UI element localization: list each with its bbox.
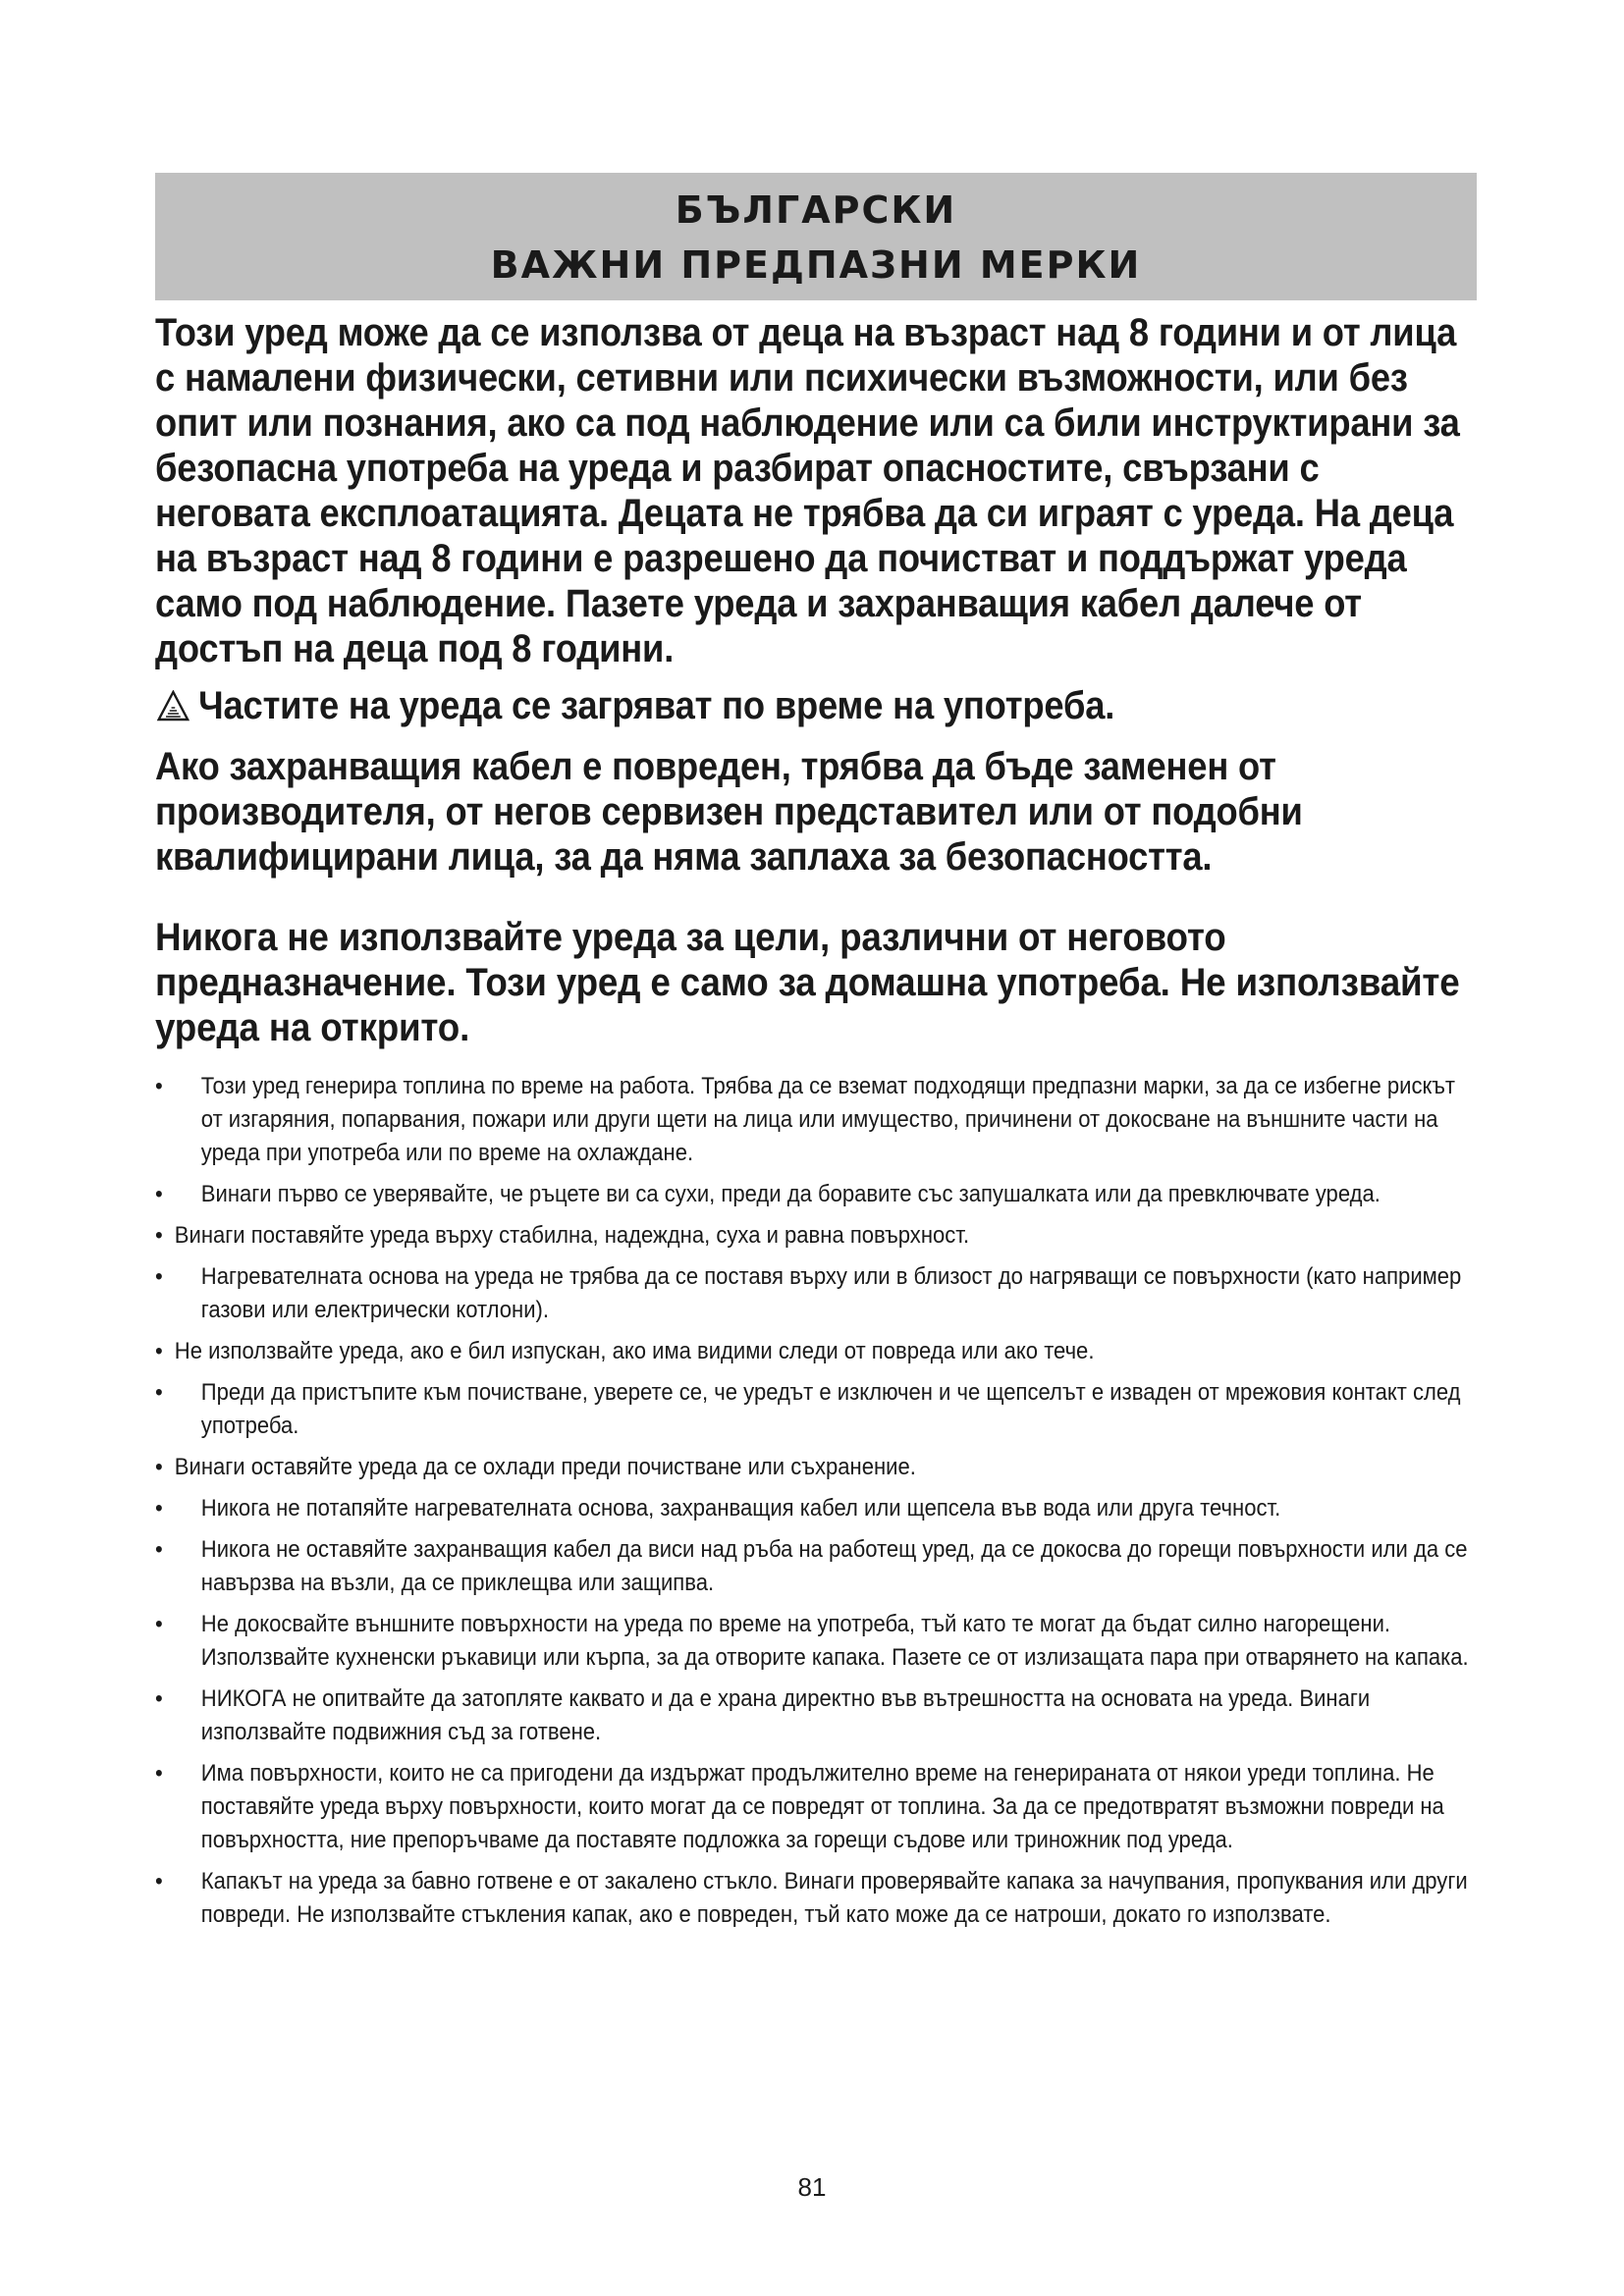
list-item: • Винаги оставяйте уреда да се охлади преди почистване или съхранение. (155, 1451, 1477, 1484)
bullet-marker: • (155, 1536, 163, 1563)
bullet-marker: • (155, 1454, 163, 1480)
heating-warning: Частите на уреда се загряват по време на употреба. (198, 684, 1115, 727)
bullet-marker: • (155, 1181, 163, 1207)
bullet-marker: • (155, 1685, 163, 1712)
list-item: • Винаги поставяйте уреда върху стабилна, надеждна, суха и равна повърхност. (155, 1219, 1477, 1253)
document-body (155, 310, 1477, 1940)
safety-list (155, 1070, 1477, 1932)
section-title: ВАЖНИ ПРЕДПАЗНИ МЕРКИ (490, 243, 1142, 287)
bullet-marker: • (155, 1611, 163, 1637)
list-item: • Никога не потапяйте нагревателната основа, захранващия кабел или щепсела във вода или друга течност. (155, 1492, 1477, 1525)
list-item: • Капакът на уреда за бавно готвене е от закалено стъкло. Винаги проверявайте капака за начупвания, пропуквания или други повреди. Не използвайте стъкления капак, ако е повреден, тъй като може да се натроши, докато го използвате. (155, 1865, 1477, 1932)
bullet-marker: • (155, 1338, 163, 1364)
language-heading: БЪЛГАРСКИ (675, 188, 957, 232)
bullet-marker: • (155, 1073, 163, 1099)
bullet-marker: • (155, 1495, 163, 1522)
section-header (155, 173, 1477, 300)
bullet-marker: • (155, 1263, 163, 1290)
list-item: • Не използвайте уреда, ако е бил изпускан, ако има видими следи от повреда или ако тече. (155, 1335, 1477, 1368)
usage-warning: Никога не използвайте уреда за цели, различни от неговото предназначение. Този уред е само за домашна употреба. Не използвайте уреда на открито. (155, 916, 1460, 1049)
bullet-marker: • (155, 1868, 163, 1895)
page-number: 81 (797, 2172, 827, 2202)
list-item: • Преди да пристъпите към почистване, уверете се, че уредът е изключен и че щепселът е изваден от мрежовия контакт след употреба. (155, 1376, 1477, 1443)
bullet-marker: • (155, 1222, 163, 1249)
list-item: • НИКОГА не опитвайте да затопляте каквато и да е храна директно във вътрешността на основата на уреда. Винаги използвайте подвижния съд за готвене. (155, 1682, 1477, 1749)
bullet-marker: • (155, 1379, 163, 1406)
list-item: • Този уред генерира топлина по време на работа. Трябва да се вземат подходящи предпазни марки, за да се избегне рискът от изгаряния, попарвания, пожари или други щети на лица или имущество, причинени от докосване на външните части на уреда при употреба или по време на охлаждане. (155, 1070, 1477, 1170)
bullet-marker: • (155, 1760, 163, 1787)
list-item: • Никога не оставяйте захранващия кабел да виси над ръба на работещ уред, да се докосва до горещи повърхности или да се навързва на възли, да се приклещва или защипва. (155, 1533, 1477, 1600)
list-item: • Нагревателната основа на уреда не трябва да се поставя върху или в близост до нагряващи се повърхности (като например газови или електрически котлони). (155, 1260, 1477, 1327)
heating-warning-line (155, 683, 1477, 728)
warning-triangle-icon (157, 690, 189, 721)
list-item: • Има повърхности, които не са пригодени да издържат продължително време на генерираната от някои уреди топлина. Не поставяйте уреда върху повърхности, които могат да се повредят от топлина. За да се предотвратят възможни повреди на повърхността, ние препоръчваме да поставяте подложка за горещи съдове или триножник под уреда. (155, 1757, 1477, 1857)
list-item: • Не докосвайте външните повърхности на уреда по време на употреба, тъй като те могат да бъдат силно нагорещени. Използвайте кухненски ръкавици или кърпа, за да отворите капака. Пазете се от излизащата пара при отварянето на капака. (155, 1608, 1477, 1675)
cable-warning: Ако захранващия кабел е повреден, трябва да бъде заменен от производителя, от негов сервизен представител или от подобни квалифицирани лица, за да няма заплаха за безопасността. (155, 745, 1303, 879)
list-item: • Винаги първо се уверявайте, че ръцете ви са сухи, преди да боравите със запушалката или да превключвате уреда. (155, 1178, 1477, 1211)
children-warning: Този уред може да се използва от деца на възраст над 8 години и от лица с намалени физически, сетивни или психически възможности, или без опит или познания, ако са под наблюдение или са били инструктирани за безопасна употреба на уреда и разбират опасностите, свързани с неговата експлоатацията. Децата не трябва да си играят с уреда. На деца на възраст над 8 години е разрешено да почистват и поддържат уреда само под наблюдение. Пазете уреда и захранващия кабел далече от достъп на деца под 8 години. (155, 311, 1460, 670)
